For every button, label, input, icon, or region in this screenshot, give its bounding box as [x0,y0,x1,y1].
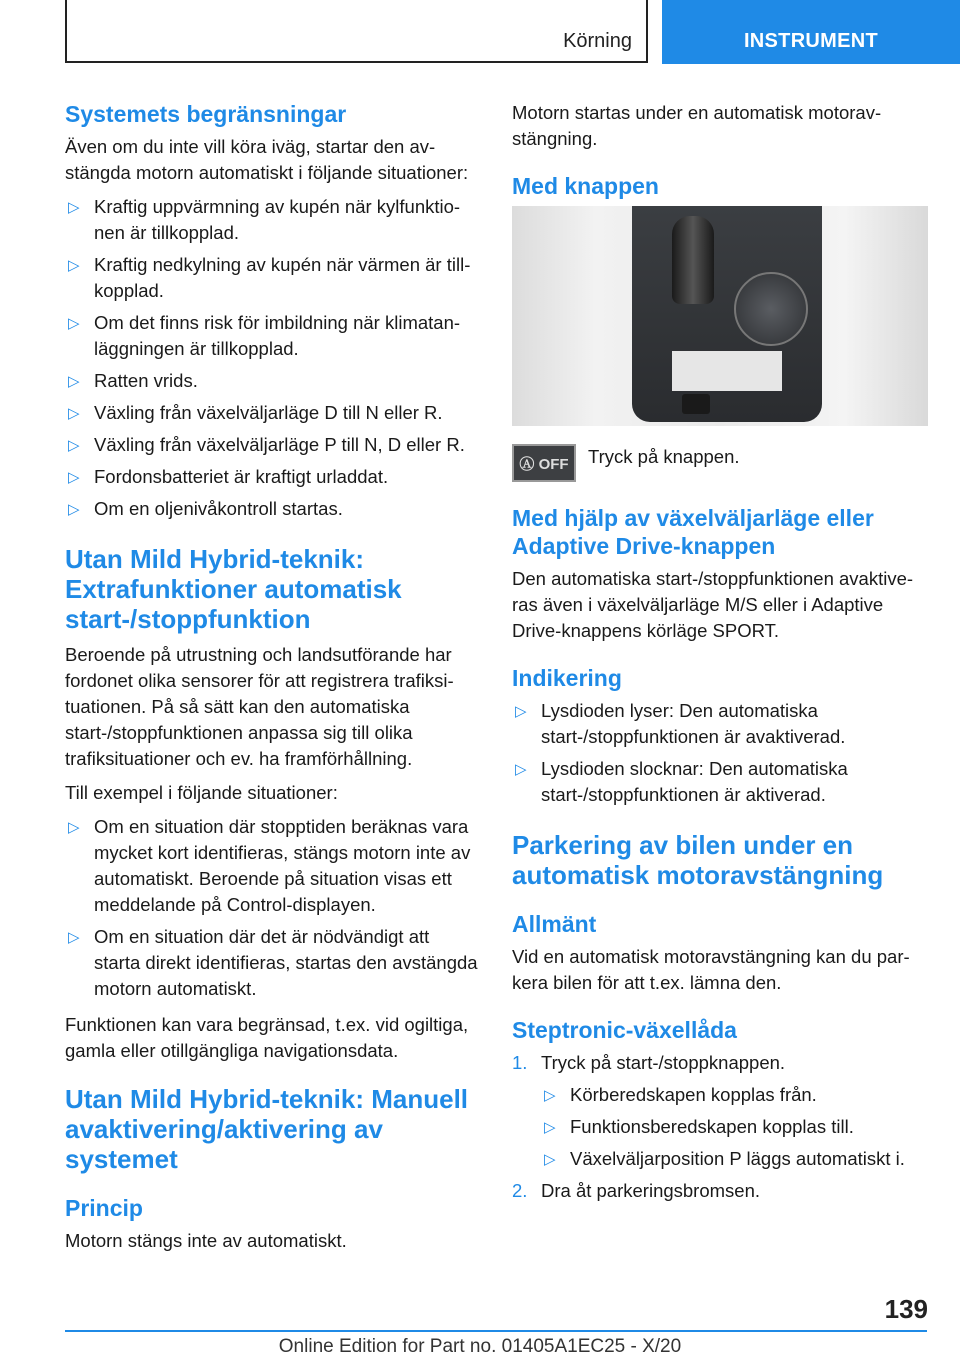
list-item-text: Funktionsberedskapen kopplas till. [570,1116,854,1137]
list-item [65,814,480,918]
list-item [512,698,928,750]
gear-selector-lever-image [672,216,714,304]
list-item [65,252,480,304]
bullet-triangle-icon: ▷ [544,1087,556,1104]
bullet-triangle-icon: ▷ [68,501,80,518]
heading-parking: Parkering av bilen under en automatisk motoravstängning [512,830,884,890]
heading-extra-functions: Utan Mild Hybrid-teknik: Extrafunktioner automatisk start-/stoppfunktion [65,544,402,634]
list-steps [512,1050,928,1204]
header-section-title: Körning [563,30,632,52]
heading-general: Allmänt [512,911,597,937]
header-chapter-title: INSTRUMENT [743,30,879,52]
bullet-triangle-icon: ▷ [68,257,80,274]
controller-knob-image [734,272,808,346]
paragraph-general: Vid en automatisk motoravstängning kan du parkera bilen för att t.ex. lämna den. [512,946,910,993]
list-situations [65,814,480,1002]
list-item-text: Om en oljenivåkontroll startas. [94,498,343,519]
bullet-triangle-icon: ▷ [544,1151,556,1168]
paragraph-examples: Till exempel i följande situationer: [65,782,338,803]
heading-steptronic: Steptronic-växellåda [512,1017,737,1043]
list-item-text: Om en situation där det är nödvändigt att starta direkt identifieras, startas den avstängda motorn automatiskt. [94,926,478,999]
list-item [512,756,928,808]
parking-brake-button-image [682,394,710,414]
list-limits [65,194,480,522]
list-item [65,400,480,426]
bullet-triangle-icon: ▷ [515,761,527,778]
list-item-text: Växling från växelväljarläge D till N eller R. [94,402,443,423]
right-column [512,100,928,1210]
header-section-box [65,0,648,63]
list-item [65,310,480,362]
list-item-text: Lysdioden lyser: Den automatiska start-/stoppfunktionen är avaktiverad. [541,700,846,747]
step-text: Dra åt parkeringsbromsen. [541,1180,761,1201]
list-item [65,432,480,458]
step-number: 1. [512,1052,528,1073]
paragraph-function-limited: Funktionen kan vara begränsad, t.ex. vid ogiltiga, gamla eller otillgängliga navigationsdata. [65,1014,469,1061]
list-item-text: Ratten vrids. [94,370,198,391]
list-item-text: Växling från växelväljarläge P till N, D eller R. [94,434,465,455]
bullet-triangle-icon: ▷ [68,405,80,422]
footer-divider [65,1330,927,1332]
bullet-triangle-icon: ▷ [515,703,527,720]
step-text: Tryck på start-/stoppknappen. [541,1052,786,1073]
header-chapter-tab [662,0,960,64]
list-item-text: Lysdioden slocknar: Den automatiska start-/stoppfunktionen är aktiverad. [541,758,848,805]
list-item [65,368,480,394]
left-column [65,100,480,1262]
list-item-text: Om en situation där stopptiden beräknas vara mycket kort identifieras, stängs motorn inte av automatiskt. Beroende på situation visas ett meddelande på Control-displayen. [94,816,471,915]
bullet-triangle-icon: ▷ [68,469,80,486]
heading-with-button: Med knappen [512,173,659,199]
bullet-triangle-icon: ▷ [68,199,80,216]
paragraph-press-button: Tryck på knappen. [588,446,740,467]
step-sublist [541,1082,928,1172]
list-item-text: Kraftig nedkylning av kupén när värmen är tillkopplad. [94,254,471,301]
heading-indication: Indikering [512,665,622,691]
list-item [65,496,480,522]
list-item [65,464,480,490]
heading-principle: Princip [65,1195,143,1221]
bullet-triangle-icon: ▷ [68,437,80,454]
step-number: 2. [512,1180,528,1201]
list-item [65,194,480,246]
list-item-text: Kraftig uppvärmning av kupén när kylfunktionen är tillkopplad. [94,196,461,243]
paragraph-engine-starts: Motorn startas under en automatisk motoravstängning. [512,102,882,149]
list-item-text: Fordonsbatteriet är kraftigt urladdat. [94,466,389,487]
paragraph-sensors: Beroende på utrustning och landsutförande har fordonet olika sensorer för att registrera trafiksituationen. På så sätt kan den automatiska start-/stoppfunktionen anpassa sig till olika trafiksituationer och ev. ha framförhållning. [65,644,454,769]
heading-system-limits: Systemets begränsningar [65,101,347,127]
bullet-triangle-icon: ▷ [68,929,80,946]
paragraph-gear-selector: Den automatiska start-/stoppfunktionen avaktiveras även i växelväljarläge M/S eller i Adaptive Drive-knappens körläge SPORT. [512,568,914,641]
bullet-triangle-icon: ▷ [544,1119,556,1136]
list-item-text: Växelväljarposition P läggs automatiskt i. [570,1148,905,1169]
step-item [512,1050,928,1172]
bullet-triangle-icon: ▷ [68,373,80,390]
list-item-text: Körberedskapen kopplas från. [570,1084,817,1105]
list-indication [512,698,928,808]
heading-gear-selector: Med hjälp av växelväljarläge eller Adaptive Drive-knappen [512,505,874,559]
heading-manual-deactivation: Utan Mild Hybrid-teknik: Manuell avaktivering/aktivering av systemet [65,1084,469,1174]
page-number: 139 [884,1294,928,1324]
footer-edition: Online Edition for Part no. 01405A1EC25 - X/20 [278,1336,682,1357]
center-console-photo [512,206,928,426]
list-item [541,1082,928,1108]
list-item [541,1114,928,1140]
step-item [512,1178,928,1204]
list-item-text: Om det finns risk för imbildning när klimatanläggningen är tillkopplad. [94,312,461,359]
paragraph-limits-intro: Även om du inte vill köra iväg, startar den avstängda motorn automatiskt i följande situationer: [65,136,469,183]
bullet-triangle-icon: ▷ [68,819,80,836]
list-item [541,1146,928,1172]
bullet-triangle-icon: ▷ [68,315,80,332]
list-item [65,924,480,1002]
paragraph-principle: Motorn stängs inte av automatiskt. [65,1230,347,1251]
auto-start-stop-off-icon: Ⓐ OFF [512,444,576,482]
